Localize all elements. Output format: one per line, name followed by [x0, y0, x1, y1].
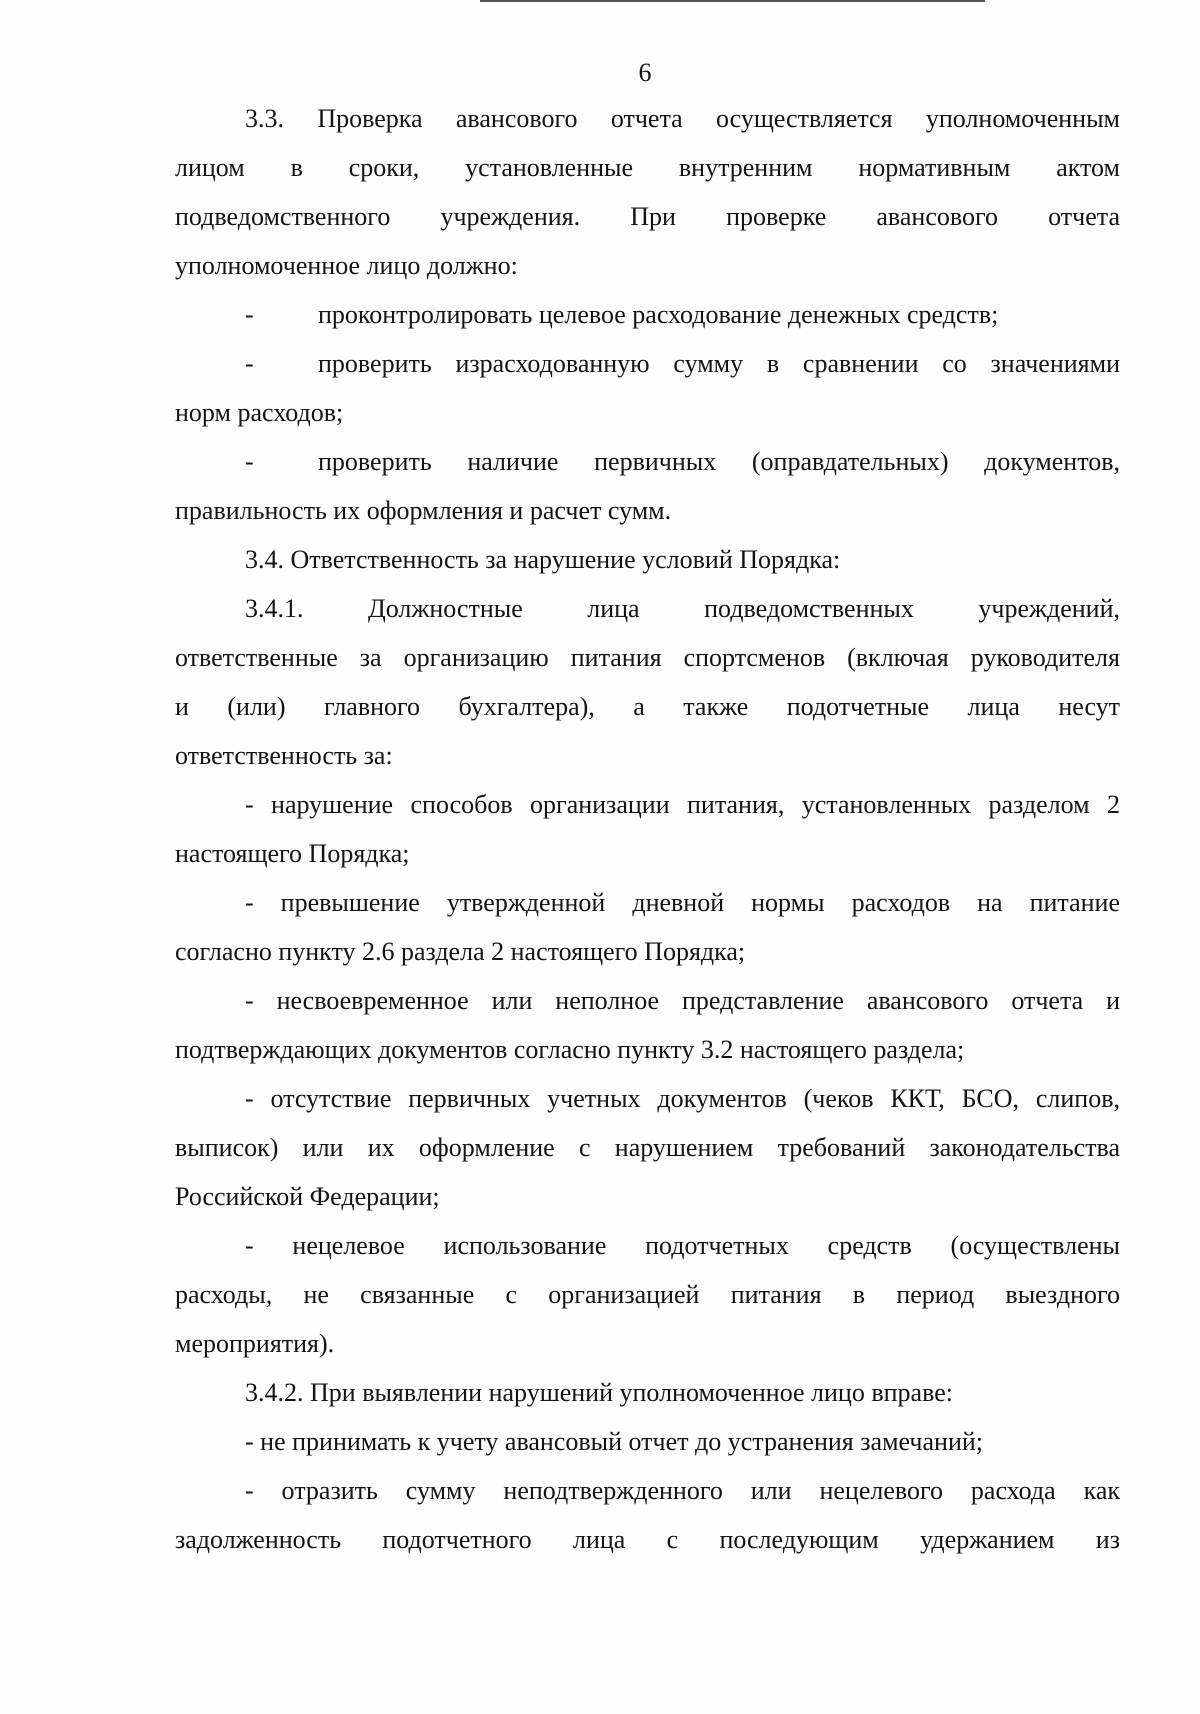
liability-item-5-line-1: - нецелевое использование подотчетных средств (осуществлены [245, 1231, 1120, 1260]
remedy-item-2-line-1: - отразить сумму неподтвержденного или нецелевого расхода как [245, 1476, 1120, 1505]
remedy-item-1: - не принимать к учету авансовый отчет до устранения замечаний; [245, 1427, 983, 1456]
check-item-1-text: проконтролировать целевое расходование денежных средств; [318, 300, 999, 329]
liability-item-4-line-1: - отсутствие первичных учетных документов (чеков ККТ, БСО, слипов, [245, 1084, 1120, 1113]
liability-item-2-line-2: согласно пункту 2.6 раздела 2 настоящего Порядка; [175, 937, 746, 966]
liability-item-4-line-3: Российской Федерации; [175, 1182, 440, 1211]
dash-marker: - [245, 349, 254, 378]
paragraph-3-4-1-line-1: 3.4.1. Должностные лица подведомственных учреждений, [245, 594, 1120, 623]
paragraph-3-3-line-4: уполномоченное лицо должно: [175, 251, 518, 280]
liability-item-1-line-1: - нарушение способов организации питания, установленных разделом 2 [245, 790, 1120, 819]
top-edge-rule [480, 0, 985, 2]
check-item-1 [245, 290, 1120, 339]
liability-item-2-line-1: - превышение утвержденной дневной нормы расходов на питание [245, 888, 1120, 917]
paragraph-3-4-1-line-3: и (или) главного бухгалтера), а также подотчетные лица несут [175, 692, 1120, 721]
paragraph-3-3-line-2: лицом в сроки, установленные внутренним нормативным актом [175, 153, 1120, 182]
dash-marker: - [245, 447, 254, 476]
check-item-3 [245, 437, 1120, 486]
liability-item-5-line-3: мероприятия). [175, 1329, 335, 1358]
remedy-item-2-line-2: задолженность подотчетного лица с последующим удержанием из [175, 1525, 1120, 1554]
liability-item-5-line-2: расходы, не связанные с организацией питания в период выездного [175, 1280, 1120, 1309]
check-item-2-text: проверить израсходованную сумму в сравнении со значениями [318, 349, 1120, 378]
check-item-2-cont: норм расходов; [175, 398, 344, 427]
section-3-4-heading: 3.4. Ответственность за нарушение условий Порядка: [245, 545, 841, 574]
paragraph-3-4-1-line-2: ответственные за организацию питания спортсменов (включая руководителя [175, 643, 1120, 672]
check-item-2 [245, 339, 1120, 388]
check-item-3-cont: правильность их оформления и расчет сумм. [175, 496, 672, 525]
page-number: 6 [638, 58, 652, 87]
dash-marker: - [245, 300, 254, 329]
liability-item-3-line-1: - несвоевременное или неполное представление авансового отчета и [245, 986, 1120, 1015]
paragraph-3-3-line-1: 3.3. Проверка авансового отчета осуществляется уполномоченным [245, 104, 1120, 133]
paragraph-3-3-line-3: подведомственного учреждения. При проверке авансового отчета [175, 202, 1120, 231]
liability-item-3-line-2: подтверждающих документов согласно пункту 3.2 настоящего раздела; [175, 1035, 965, 1064]
paragraph-3-4-1-line-4: ответственность за: [175, 741, 393, 770]
liability-item-4-line-2: выписок) или их оформление с нарушением требований законодательства [175, 1133, 1120, 1162]
check-item-3-text: проверить наличие первичных (оправдательных) документов, [318, 447, 1120, 476]
liability-item-1-line-2: настоящего Порядка; [175, 839, 410, 868]
paragraph-3-4-2-heading: 3.4.2. При выявлении нарушений уполномоченное лицо вправе: [245, 1378, 953, 1407]
